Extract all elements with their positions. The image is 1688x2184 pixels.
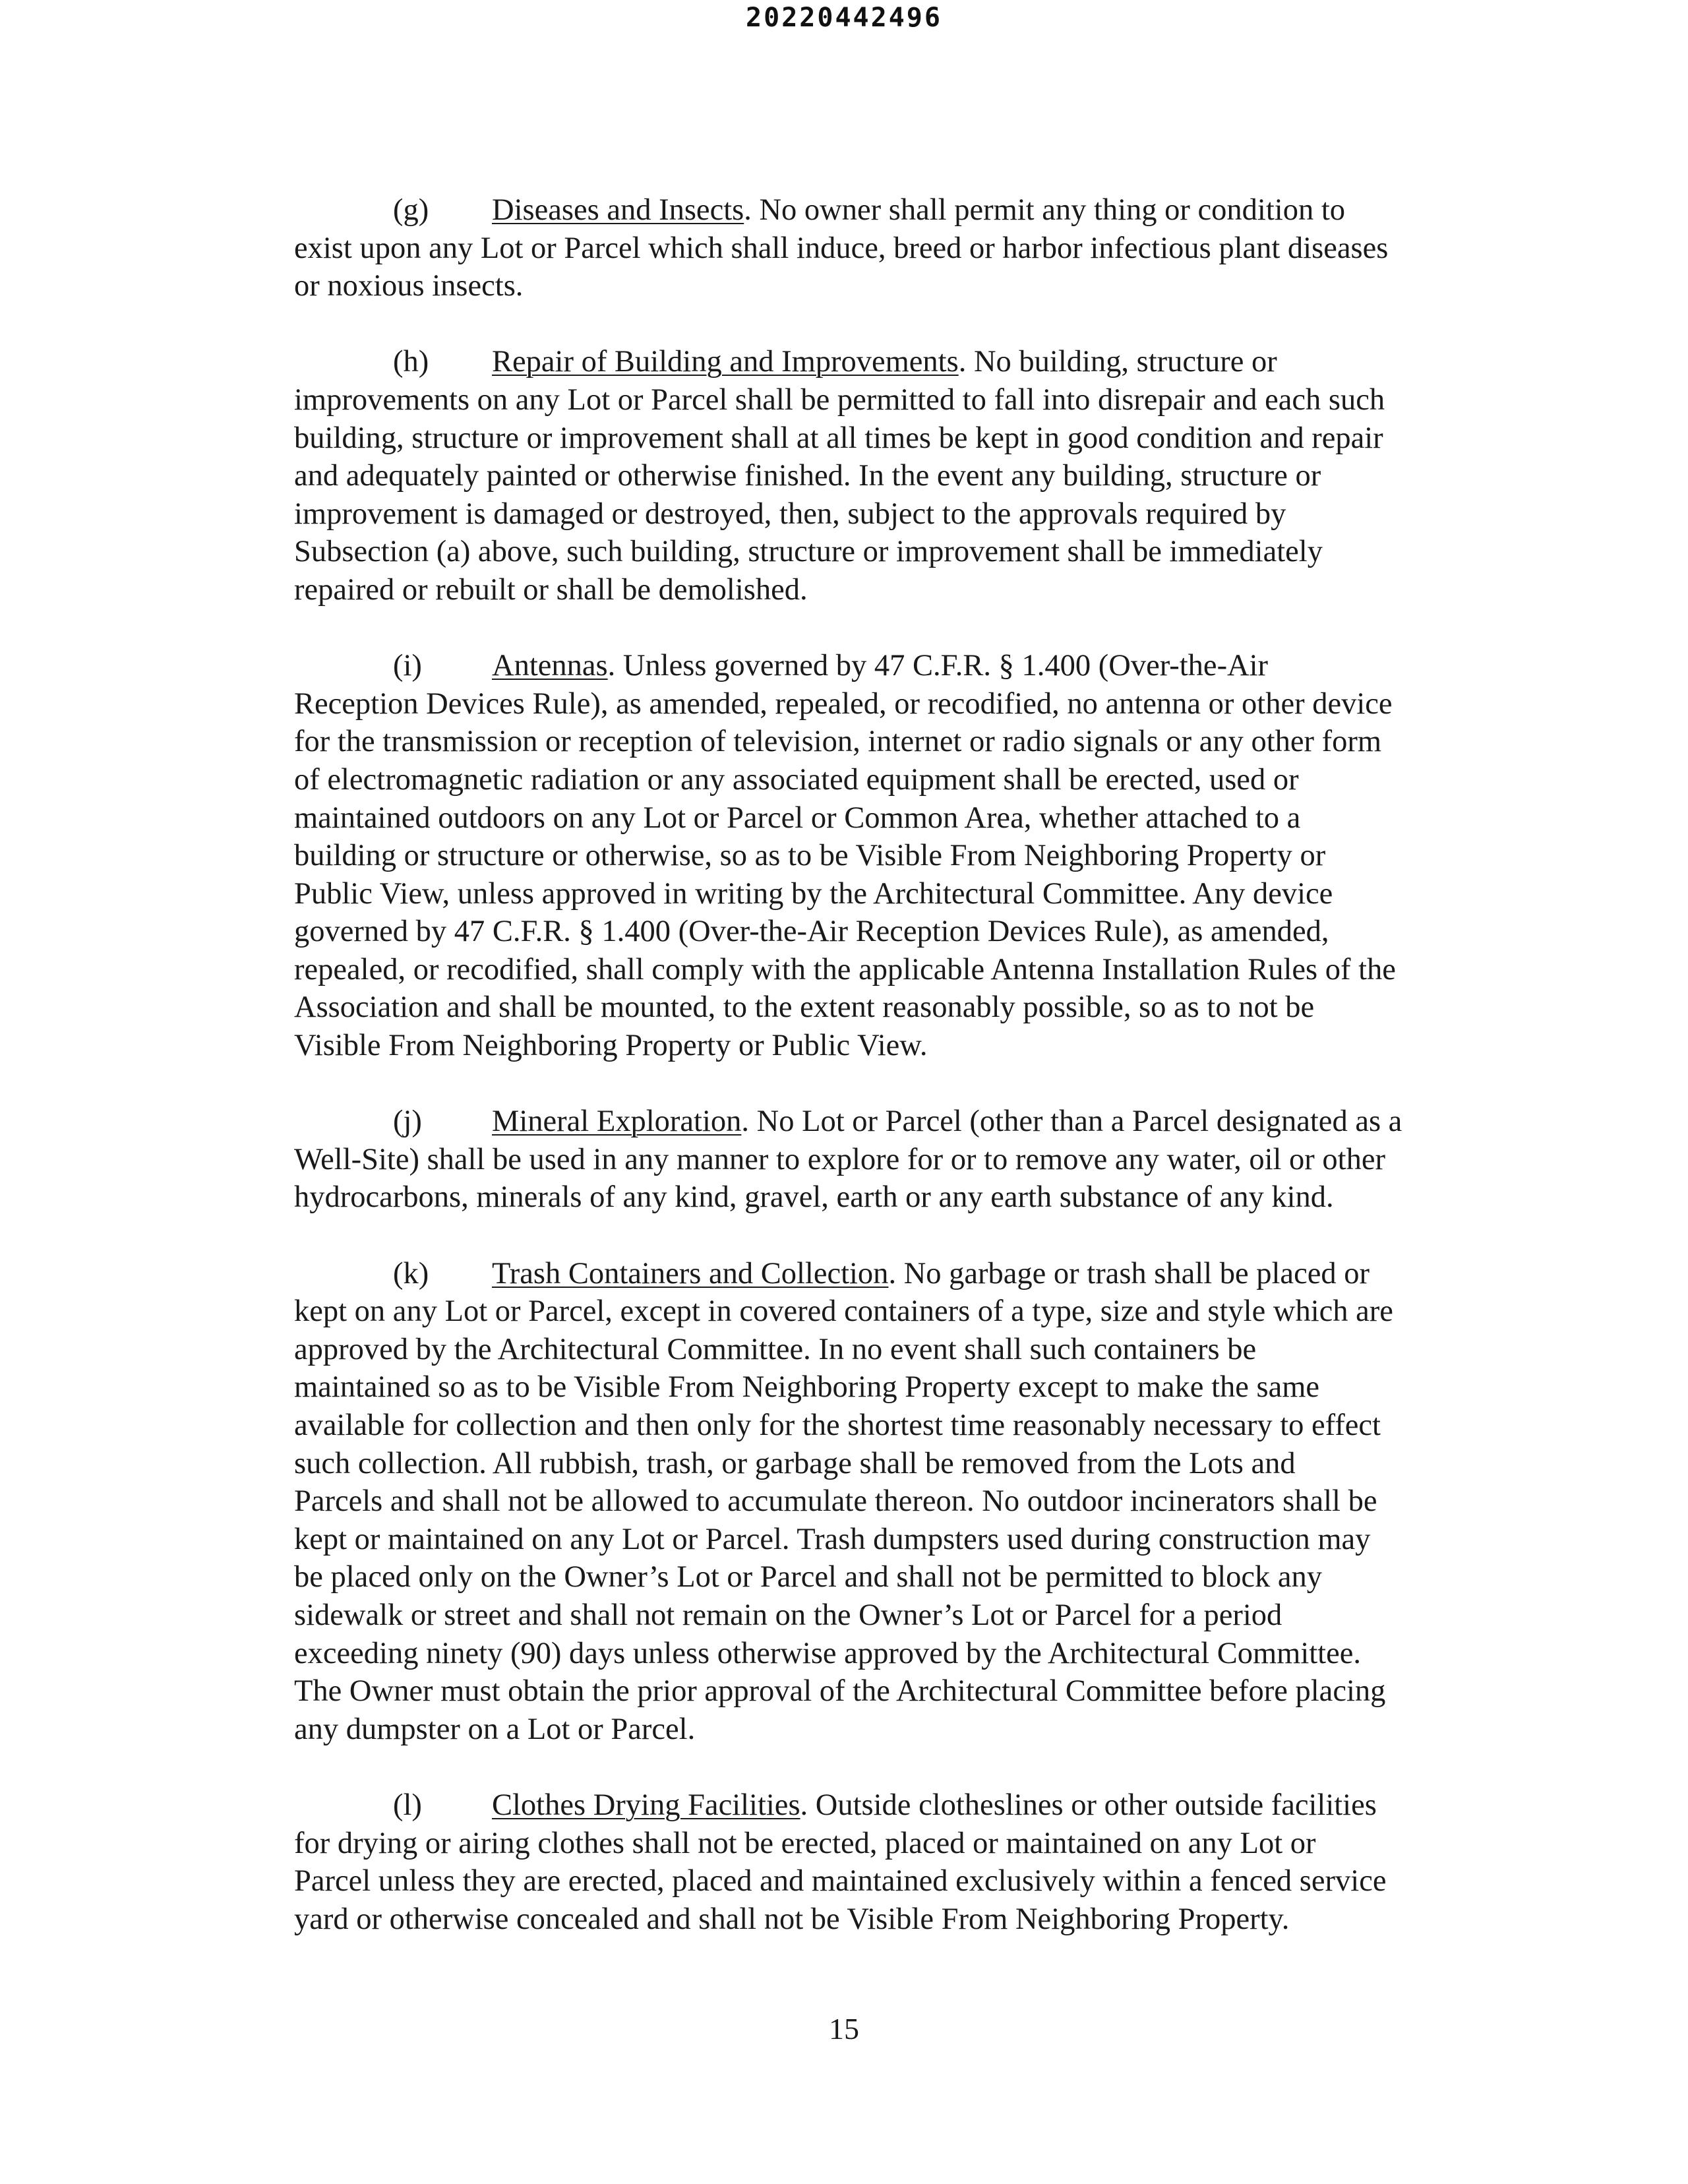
section-text: Outside clotheslines or other outside facilities for drying or airing clothes shall not be erected, placed or maintained on any Lot or Parcel unless they are erected, placed and maintained exclusively within a fenced service yard or otherwise concealed and shall not be Visible From Neighboring Property. bbox=[294, 1788, 1387, 1936]
section-k: (k) Trash Containers and Collection. No garbage or trash shall be placed or kept on any Lot or Parcel, except in covered containers of a type, size and style which are approved by the Architectural Committee. In no event shall such containers be maintained so as to be Visible From Neighboring Property except to make the same available for collection and then only for the shortest time reasonably necessary to effect such collection. All rubbish, trash, or garbage shall be removed from the Lots and Parcels and shall not be allowed to accumulate thereon. No outdoor incinerators shall be kept or maintained on any Lot or Parcel. Trash dumpsters used during construction may be placed only on the Owner’s Lot or Parcel and shall not be permitted to block any sidewalk or street and shall not remain on the Owner’s Lot or Parcel for a period exceeding ninety (90) days unless otherwise approved by the Architectural Committee. The Owner must obtain the prior approval of the Architectural Committee before placing any dumpster on a Lot or Parcel. bbox=[294, 1255, 1474, 1749]
section-label: (j) bbox=[393, 1105, 422, 1139]
section-heading: Antennas bbox=[492, 649, 608, 683]
page-number: 15 bbox=[829, 2012, 859, 2046]
section-text: No building, structure or improvements on any Lot or Parcel shall be permitted to fall into disrepair and each such building, structure or improvement shall at all times be kept in good condition and repair and adequately painted or otherwise finished. In the event any building, structure or improvement is damaged or destroyed, then, subject to the approvals required by Subsection (a) above, such building, structure or improvement shall be immediately repaired or rebuilt or shall be demolished. bbox=[294, 345, 1385, 607]
document-number: 20220442496 bbox=[746, 3, 942, 33]
section-label: (h) bbox=[393, 345, 429, 379]
section-heading: Mineral Exploration bbox=[492, 1105, 742, 1139]
section-heading: Diseases and Insects bbox=[492, 193, 744, 227]
section-g: (g) Diseases and Insects. No owner shall permit any thing or condition to exist upon any Lot or Parcel which shall induce, breed or harbor infectious plant diseases or noxious insects. bbox=[294, 191, 1474, 305]
section-label: (g) bbox=[393, 193, 429, 227]
section-heading: Repair of Building and Improvements bbox=[492, 345, 959, 379]
document-body bbox=[294, 191, 1474, 1976]
section-heading: Trash Containers and Collection bbox=[492, 1256, 889, 1290]
section-heading: Clothes Drying Facilities bbox=[492, 1788, 800, 1822]
section-label: (l) bbox=[393, 1788, 422, 1822]
section-label: (k) bbox=[393, 1256, 429, 1290]
section-label: (i) bbox=[393, 649, 422, 683]
section-j: (j) Mineral Exploration. No Lot or Parcel (other than a Parcel designated as a Well-Site) shall be used in any manner to explore for or to remove any water, oil or other hydrocarbons, minerals of any kind, gravel, earth or any earth substance of any kind. bbox=[294, 1103, 1474, 1217]
section-i: (i) Antennas. Unless governed by 47 C.F.R. § 1.400 (Over-the-Air Reception Devices Rule), as amended, repealed, or recodified, no antenna or other device for the transmission or reception of television, internet or radio signals or any other form of electromagnetic radiation or any associated equipment shall be erected, used or maintained outdoors on any Lot or Parcel or Common Area, whether attached to a building or structure or otherwise, so as to be Visible From Neighboring Property or Public View, unless approved in writing by the Architectural Committee. Any device governed by 47 C.F.R. § 1.400 (Over-the-Air Reception Devices Rule), as amended, repealed, or recodified, shall comply with the applicable Antenna Installation Rules of the Association and shall be mounted, to the extent reasonably possible, so as to not be Visible From Neighboring Property or Public View. bbox=[294, 647, 1474, 1065]
section-text: No Lot or Parcel (other than a Parcel designated as a Well-Site) shall be used in any manner to explore for or to remove any water, oil or other hydrocarbons, minerals of any kind, gravel, earth or any earth substance of any kind. bbox=[294, 1105, 1402, 1215]
section-text: Unless governed by 47 C.F.R. § 1.400 (Over-the-Air Reception Devices Rule), as amended, repealed, or recodified, no antenna or other device for the transmission or reception of television, internet or radio signals or any other form of electromagnetic radiation or any associated equipment shall be erected, used or maintained outdoors on any Lot or Parcel or Common Area, whether attached to a building or structure or otherwise, so as to be Visible From Neighboring Property or Public View, unless approved in writing by the Architectural Committee. Any device governed by 47 C.F.R. § 1.400 (Over-the-Air Reception Devices Rule), as amended, repealed, or recodified, shall comply with the applicable Antenna Installation Rules of the Association and shall be mounted, to the extent reasonably possible, so as to not be Visible From Neighboring Property or Public View. bbox=[294, 649, 1396, 1063]
section-l: (l) Clothes Drying Facilities. Outside clotheslines or other outside facilities for drying or airing clothes shall not be erected, placed or maintained on any Lot or Parcel unless they are erected, placed and maintained exclusively within a fenced service yard or otherwise concealed and shall not be Visible From Neighboring Property. bbox=[294, 1786, 1474, 1938]
section-h: (h) Repair of Building and Improvements. No building, structure or improvements on any Lot or Parcel shall be permitted to fall into disrepair and each such building, structure or improvement shall at all times be kept in good condition and repair and adequately painted or otherwise finished. In the event any building, structure or improvement is damaged or destroyed, then, subject to the approvals required by Subsection (a) above, such building, structure or improvement shall be immediately repaired or rebuilt or shall be demolished. bbox=[294, 343, 1474, 609]
section-text: No owner shall permit any thing or condition to exist upon any Lot or Parcel which shall induce, breed or harbor infectious plant diseases or noxious insects. bbox=[294, 193, 1389, 303]
section-text: No garbage or trash shall be placed or kept on any Lot or Parcel, except in covered containers of a type, size and style which are approved by the Architectural Committee. In no event shall such containers be maintained so as to be Visible From Neighboring Property except to make the same available for collection and then only for the shortest time reasonably necessary to effect such collection. All rubbish, trash, or garbage shall be removed from the Lots and Parcels and shall not be allowed to accumulate thereon. No outdoor incinerators shall be kept or maintained on any Lot or Parcel. Trash dumpsters used during construction may be placed only on the Owner’s Lot or Parcel and shall not be permitted to block any sidewalk or street and shall not remain on the Owner’s Lot or Parcel for a period exceeding ninety (90) days unless otherwise approved by the Architectural Committee. The Owner must obtain the prior approval of the Architectural Committee before placing any dumpster on a Lot or Parcel. bbox=[294, 1256, 1393, 1746]
